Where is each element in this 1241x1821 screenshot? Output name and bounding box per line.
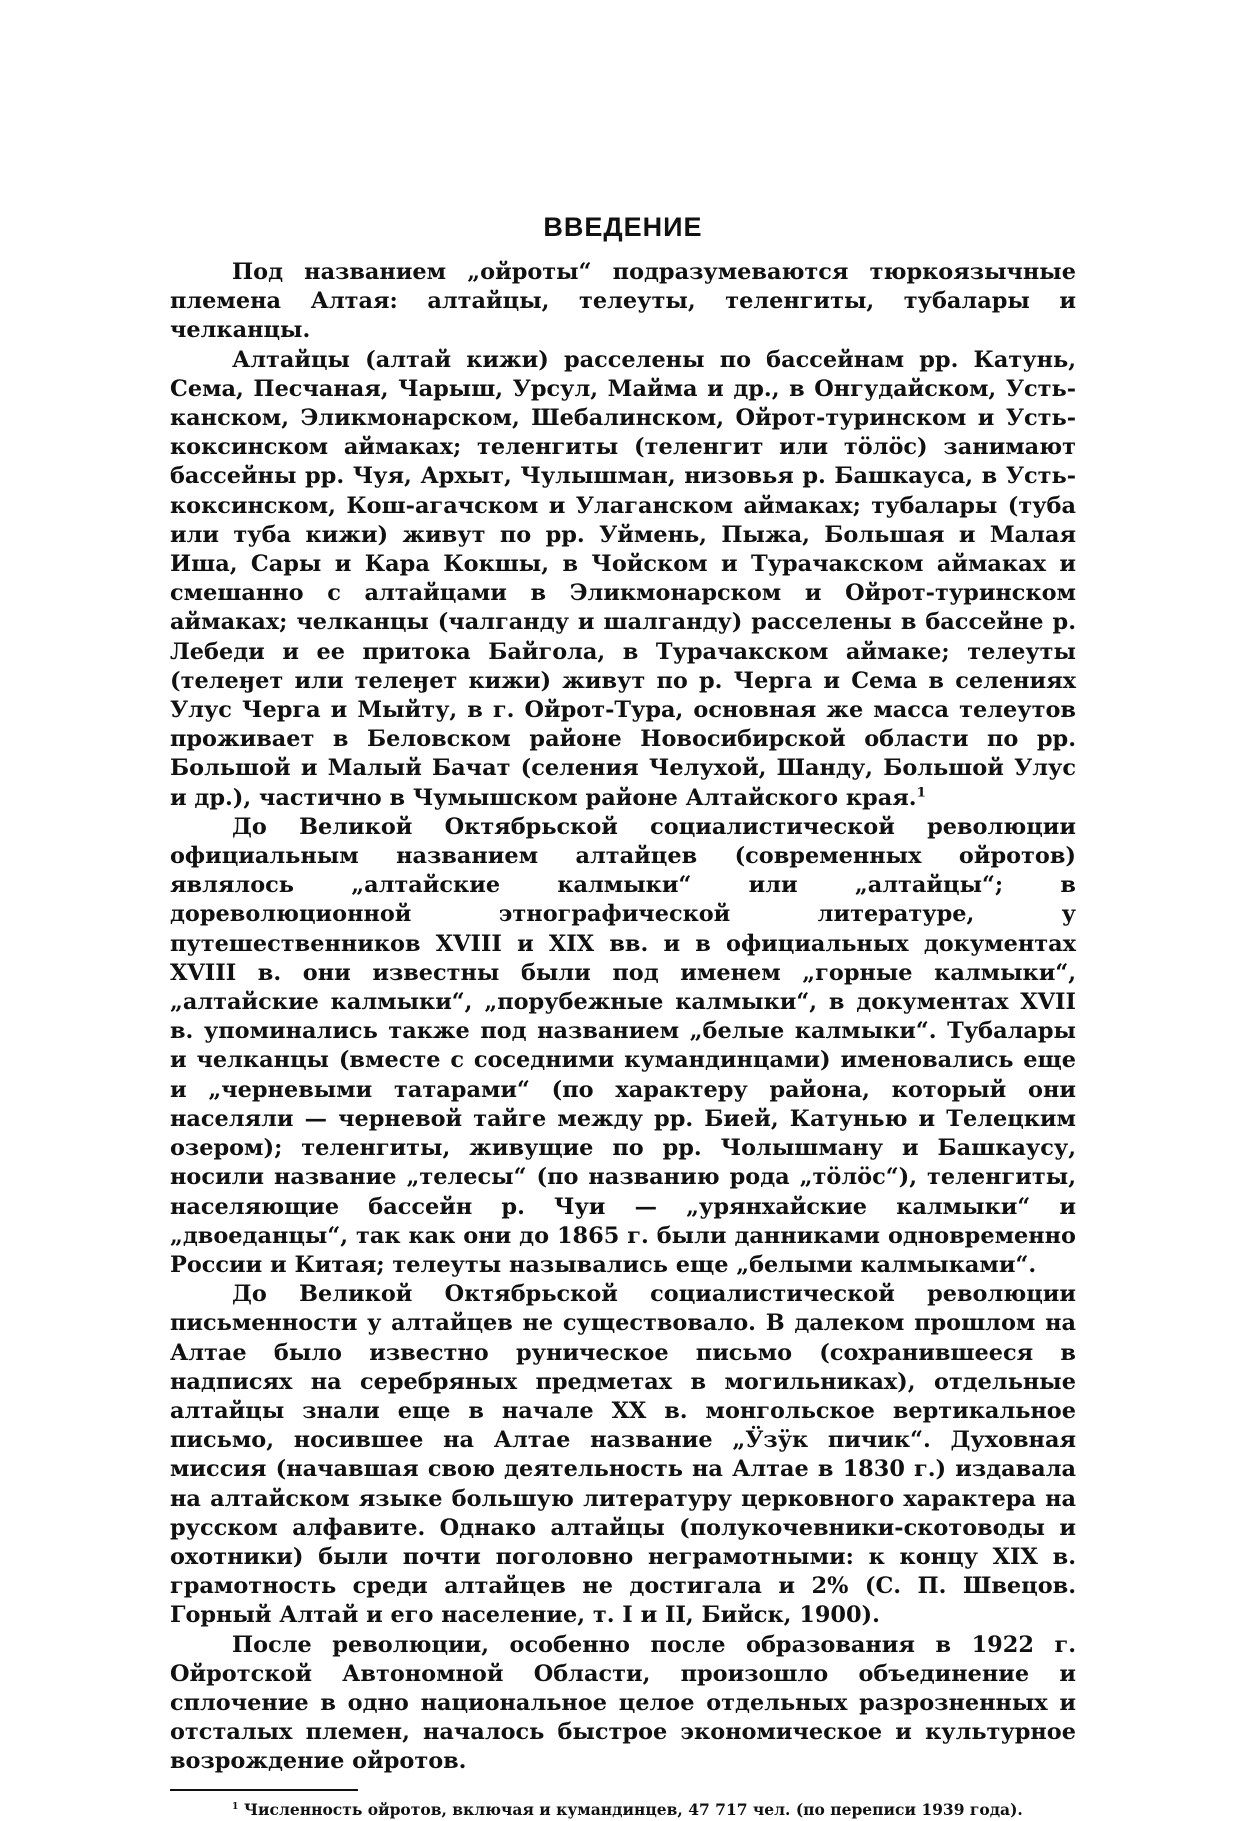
footnote-divider [170,1789,358,1791]
document-page [170,210,1076,1819]
paragraph-1: Под названием „ойроты“ подразумеваются тюркоязычные племена Алтая: алтайцы, телеуты, теленгиты, тубалары и челканцы. [170,259,1076,344]
footnote-reference: 1 [916,784,926,801]
footnote [170,1799,1076,1821]
paragraph-4: До Великой Октябрьской социалистической революции письменности у алтайцев не существовало. В далеком прошлом на Алтае было известно руническое письмо (сохранившееся в надписях на серебряных предметах в могильниках), отдельные алтайцы знали еще в начале XX в. монгольское вертикальное письмо, носившее на Алтае название „Ӱзӱк пичик“. Духовная миссия (начавшая свою деятельность на Алтае в 1830 г.) издавала на алтайском языке большую литературу церковного характера на русском алфавите. Однако алтайцы (полукочевники-скотоводы и охотники) были почти поголовно неграмотными: к концу XIX в. грамотность среди алтайцев не достигала и 2% (С. П. Швецов. Горный Алтай и его население, т. I и II, Бийск, 1900). [170,1281,1076,1629]
paragraph-2-text: Алтайцы (алтай кижи) расселены по бассейнам рр. Катунь, Сема, Песчаная, Чарыш, Урсул, Майма и др., в Онгудайском, Усть-канском, Эликмонарском, Шебалинском, Ойрот-туринском и Усть-коксинском аймаках; теленгиты (теленгит или тöлöс) занимают бассейны рр. Чуя, Архыт, Чулышман, низовья р. Башкауса, в Усть-коксинском, Кош-агачском и Улаганском аймаках; тубалары (туба или туба кижи) живут по рр. Уймень, Пыжа, Большая и Малая Иша, Сары и Кара Кокшы, в Чойском и Турачакском аймаках и смешанно с алтайцами в Эликмонарском и Ойрот-туринском аймаках; челканцы (чалганду и шалганду) расселены в бассейне р. Лебеди и ее притока Байгола, в Турачакском аймаке; телеуты (телеӈет или телеӈет кижи) живут по р. Черга и Сема в селениях Улус Черга и Мыйту, в г. Ойрот-Тура, основная же масса телеутов проживает в Беловском районе Новосибирской области по рр. Большой и Малый Бачат (селения Челухой, Шанду, Большой Улус и др.), частично в Чумышском районе Алтайского края. [170,346,1076,811]
footnote-marker: 1 [232,1800,239,1812]
paragraph-3: До Великой Октябрьской социалистической революции официальным названием алтайцев (современных ойротов) являлось „алтайские калмыки“ или „алтайцы“; в дореволюционной этнографической литературе, у путешественников XVIII и XIX вв. и в официальных документах XVIII в. они известны были под именем „горные калмыки“, „алтайские калмыки“, „порубежные калмыки“, в документах XVII в. упоминались также под названием „белые калмыки“. Тубалары и челканцы (вместе с соседними кумандинцами) именовались еще и „черневыми татарами“ (по характеру района, который они населяли — черневой тайге между рр. Бией, Катунью и Телецким озером); теленгиты, живущие по рр. Чолышману и Башкаусу, носили название „телесы“ (по названию рода „тöлöс“), теленгиты, населяющие бассейн р. Чуи — „урянхайские калмыки“ и „двоеданцы“, так как они до 1865 г. были данниками одновременно России и Китая; телеуты назывались еще „белыми калмыками“. [170,813,1076,1278]
paragraph-5: После революции, особенно после образования в 1922 г. Ойротской Автономной Области, произошло объединение и сплочение в одно национальное целое отдельных разрозненных и отсталых племен, началось быстрое экономическое и культурное возрождение ойротов. [170,1631,1076,1775]
page-title: ВВЕДЕНИЕ [543,212,703,242]
footnote-text: Численность ойротов, включая и кумандинцев, 47 717 чел. (по переписи 1939 года). [243,1799,1023,1819]
paragraph-2 [170,346,1076,813]
